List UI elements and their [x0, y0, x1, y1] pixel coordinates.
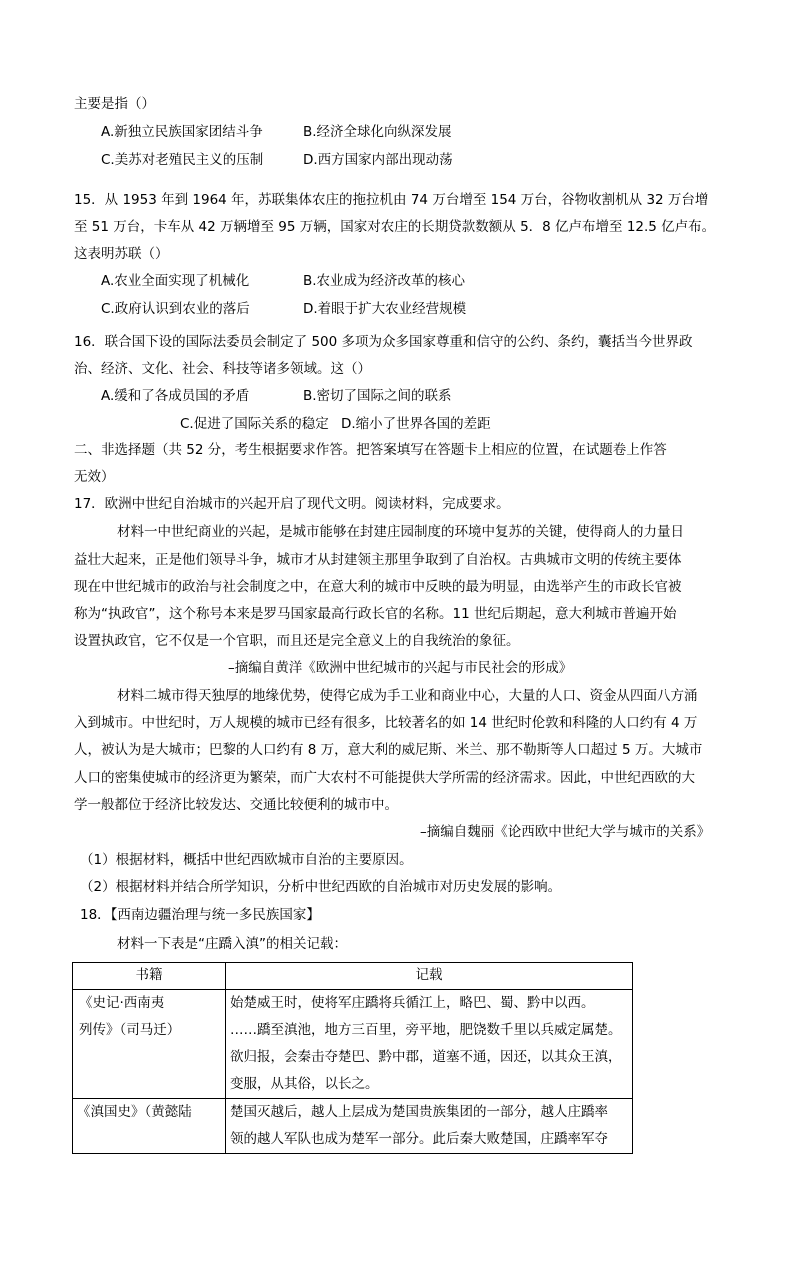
book-cell: [73, 1099, 226, 1154]
q14-option-d: D.西方国家内部出现动荡: [303, 152, 453, 168]
q17-subquestion-2: （2）根据材料并结合所学知识，分析中世纪西欧的自治城市对历史发展的影响。: [80, 879, 562, 895]
q15-line-1: 15．从 1953 年到 1964 年，苏联集体农庄的拖拉机由 74 万台增至 154 万台，谷物收割机从 32 万台增: [74, 192, 709, 208]
record-line: 始楚威王时，使将军庄蹻将兵循江上，略巴、蜀、黔中以西。: [230, 995, 595, 1011]
q17-material1-line-5: 设置执政官，它不仅是一个官职，而且还是完全意义上的自我统治的象征。: [74, 633, 520, 649]
record-line: ……蹻至滇池，地方三百里，旁平地，肥饶数千里以兵威定属楚。: [230, 1022, 622, 1038]
q17-material2-line-1: 材料二城市得天独厚的地缘优势，使得它成为手工业和商业中心，大量的人口、资金从四面八方涌: [117, 688, 698, 704]
q15-option-a: A.农业全面实现了机械化: [101, 273, 250, 289]
record-line: 领的越人军队也成为楚军一部分。此后秦大败楚国，庄蹻率军夺: [230, 1131, 608, 1147]
table-row: [73, 990, 633, 1099]
q16-line-1: 16．联合国下设的国际法委员会制定了 500 多项为众多国家尊重和信守的公约、条约，囊括当今世界政: [74, 334, 693, 350]
q17-material2-line-3: 人，被认为是大城市；巴黎的人口约有 8 万，意大利的威尼斯、米兰、那不勒斯等人口超过 5 万。大城市: [74, 742, 703, 758]
q14-option-b: B.经济全球化向纵深发展: [303, 124, 452, 140]
q14-option-c: C.美苏对老殖民主义的压制: [101, 152, 264, 168]
table-row: [73, 1099, 633, 1154]
q15-line-2: 至 51 万台，卡车从 42 万辆增至 95 万辆，国家对农庄的长期贷款数额从 5．8 亿卢布增至 12.5 亿卢布。: [74, 219, 716, 235]
q17-material2-line-5: 学一般都位于经济比较发达、交通比较便利的城市中。: [74, 797, 398, 813]
book-line: 《史记·西南夷: [79, 995, 165, 1011]
q15-option-b: B.农业成为经济改革的核心: [303, 273, 466, 289]
book-line: 列传》（司马迁）: [79, 1022, 181, 1038]
q17-source2: –摘编自魏丽《论西欧中世纪大学与城市的关系》: [420, 824, 711, 840]
q17-material1-line-1: 材料一中世纪商业的兴起，是城市能够在封建庄园制度的环境中复苏的关键，使得商人的力量日: [117, 524, 684, 540]
q17-material1-line-2: 益壮大起来，正是他们领导斗争，城市才从封建领主那里争取到了自治权。古典城市文明的传统主要体: [74, 552, 682, 568]
q17-material2-line-4: 人口的密集使城市的经济更为繁荣，而广大农村不可能提供大学所需的经济需求。因此，中世纪西欧的大: [74, 770, 695, 786]
q16-line-2: 治、经济、文化、社会、科技等诸多领域。这（）: [74, 361, 371, 377]
q17-material1-line-3: 现在中世纪城市的政治与社会制度之中，在意大利的城市中反映的最为明显，由选举产生的市政长官被: [74, 579, 682, 595]
book-cell: [73, 990, 226, 1099]
q17-source1: –摘编自黄洋《欧洲中世纪城市的兴起与市民社会的形成》: [228, 660, 573, 676]
q17-title: 17．欧洲中世纪自治城市的兴起开启了现代文明。阅读材料，完成要求。: [74, 496, 510, 512]
q15-line-3: 这表明苏联（）: [74, 246, 169, 262]
q14-stem: 主要是指（）: [74, 96, 155, 112]
q16-option-d: D.缩小了世界各国的差距: [341, 416, 491, 432]
header-book: 书籍: [73, 963, 226, 990]
records-table: [72, 962, 633, 1154]
q17-material2-line-2: 入到城市。中世纪时，万人规模的城市已经有很多，比较著名的如 14 世纪时伦敦和科隆的人口约有 4 万: [74, 715, 698, 731]
table-header-row: [73, 963, 633, 990]
section2-heading-line-2: 无效）: [74, 469, 115, 485]
q15-option-c: C.政府认识到农业的落后: [101, 301, 250, 317]
q17-subquestion-1: （1）根据材料，概括中世纪西欧城市自治的主要原因。: [80, 852, 413, 868]
record-cell: [226, 990, 633, 1099]
q18-title: 18．【西南边疆治理与统一多民族国家】: [80, 907, 320, 923]
header-record: 记载: [226, 963, 633, 990]
book-line: 《滇国史》（黄懿陆: [77, 1104, 192, 1120]
q17-material1-line-4: 称为“执政官”，这个称号本来是罗马国家最高行政长官的名称。11 世纪后期起，意大利城市普遍开始: [74, 606, 677, 622]
record-line: 欲归报，会秦击夺楚巴、黔中郡，道塞不通，因还，以其众王滇，: [230, 1049, 622, 1065]
section2-heading-line-1: 二、非选择题（共 52 分，考生根据要求作答。把答案填写在答题卡上相应的位置，在试题卷上作答: [74, 442, 667, 458]
record-cell: [226, 1099, 633, 1154]
record-line: 楚国灭越后，越人上层成为楚国贵族集团的一部分，越人庄蹻率: [230, 1104, 608, 1120]
q14-option-a: A.新独立民族国家团结斗争: [101, 124, 263, 140]
q16-option-b: B.密切了国际之间的联系: [303, 388, 452, 404]
record-line: 变服，从其俗，以长之。: [230, 1076, 379, 1092]
q16-option-a: A.缓和了各成员国的矛盾: [101, 388, 250, 404]
q16-option-c: C.促进了国际关系的稳定: [180, 416, 329, 432]
q18-intro: 材料一下表是“庄蹻入滇”的相关记载：: [117, 936, 347, 952]
q15-option-d: D.着眼于扩大农业经营规模: [303, 301, 467, 317]
